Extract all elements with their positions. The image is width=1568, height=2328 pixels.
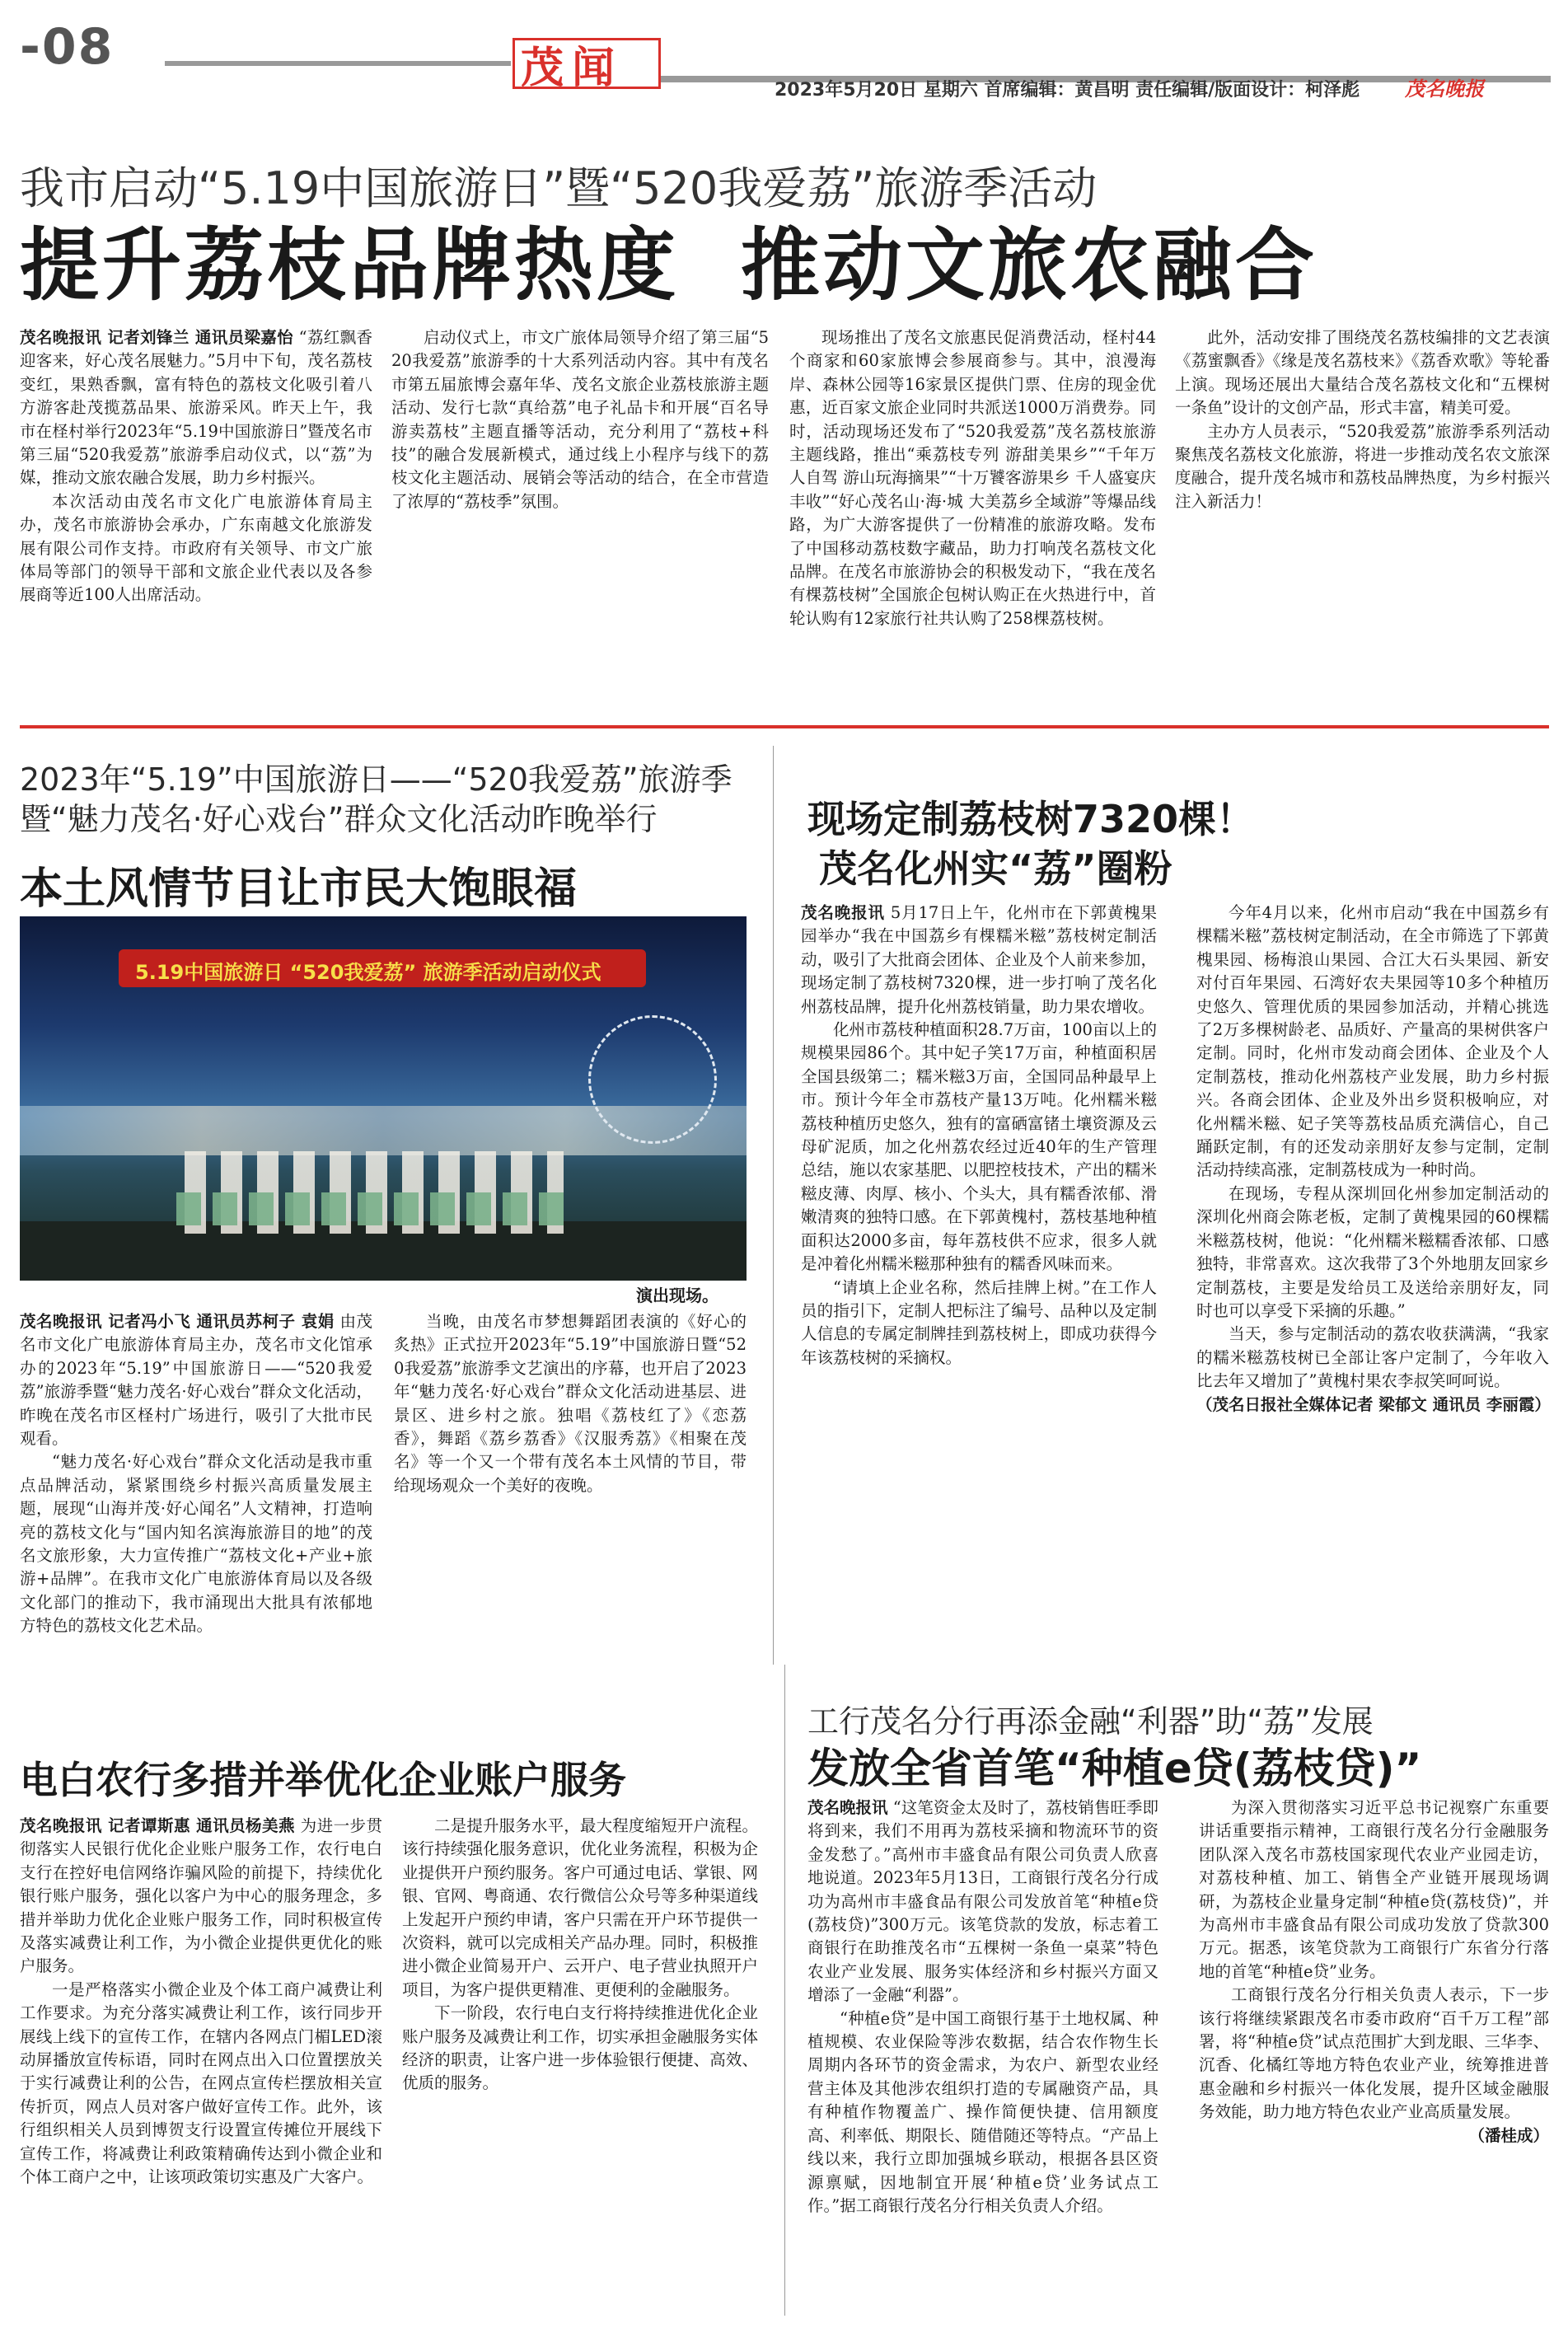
- photo-banner-text: 5.19中国旅游日 “520我爱荔” 旅游季活动启动仪式: [135, 961, 601, 984]
- story4-headline: 电白农行多措并举优化企业账户服务: [20, 1758, 626, 1802]
- lead-separator: [20, 725, 1549, 728]
- story3-credit: （茂名日报社全媒体记者 梁郁文 通讯员 李丽霞）: [1196, 1394, 1551, 1414]
- story2-para-3: 当晚，由茂名市梦想舞蹈团表演的《好心的炙热》正式拉开2023年“5.19”中国旅游日暨“520我爱荔”旅游季文艺演出的序幕，也开启了2023年“魅力茂名·好心戏台”群众文化活动进基层、进景区、进乡村之旅。独唱《荔枝红了》《恋荔香》，舞蹈《荔乡荔香》《汉服秀荔》《相聚在茂名》等一个又一个带有茂名本土风情的节目，带给现场观众一个美好的夜晚。: [394, 1312, 747, 1495]
- story5-kicker: 工行茂名分行再添金融“利器”助“荔”发展: [807, 1703, 1374, 1740]
- story5-col-1: [807, 1796, 1158, 2218]
- story3-headline-line2: 茂名化州实“荔”圈粉: [819, 846, 1172, 891]
- story2-col-2: [394, 1310, 747, 1497]
- lead-headline: 提升荔枝品牌热度 推动文旅农融合: [20, 219, 1318, 311]
- story3-para-2: 化州市荔枝种植面积28.7万亩，100亩以上的规模果园86个。其中妃子笑17万亩，种植面积居全国县级第二；糯米糍3万亩，全国同品种最早上市。预计今年全市荔枝产量13万吨。化州糯米糍荔枝种植历史悠久，独有的富硒富锗土壤资源及云母矿泥质，加之化州荔农经过近40年的生产管理总结，施以农家基肥、以肥控枝技术，产出的糯米糍皮薄、肉厚、核小、个头大，具有糯香浓郁、滑嫩清爽的独特口感。在下郭黄槐村，荔枝基地种植面积达2000多亩，每年荔枝供不应求，很多人就是冲着化州糯米糍那种独有的糯香风味而来。: [801, 1020, 1157, 1274]
- column-divider-lower: [784, 1665, 785, 2316]
- lead-kicker: 我市启动“5.19中国旅游日”暨“520我爱荔”旅游季活动: [20, 162, 1098, 214]
- story3-para-6: 当天，参与定制活动的荔农收获满满，“我家的糯米糍荔枝树已全部让客户定制了，今年收入比去年又增加了”黄槐村果农李叔笑呵呵说。: [1196, 1324, 1549, 1391]
- lead-para-3: 启动仪式上，市文广旅体局领导介绍了第三届“520我爱荔”旅游季的十大系列活动内容。其中有茂名市第五届旅博会嘉年华、茂名文旅企业荔枝旅游主题活动、发行七款“真给荔”电子礼品卡和开展“百名导游卖荔枝”主题直播等活动，充分利用了“荔枝+科技”的融合发展新模式，通过线上小程序与线下的荔枝文化主题活动、展销会等活动的结合，在全市营造了浓厚的“荔枝季”氛围。: [391, 328, 769, 511]
- story5-byline: 茂名晚报讯: [807, 1798, 888, 1817]
- lead-col-3: [789, 326, 1156, 630]
- story3-para-5: 在现场，专程从深圳回化州参加定制活动的深圳化州商会陈老板，定制了黄槐果园的60棵糯米糍荔枝树，他说：“化州糯米糍糯香浓郁、口感独特，非常喜欢。这次我带了3个外地朋友回家乡定制荔枝，主要是发给员工及送给亲朋好友，同时也可以享受下采摘的乐趣。”: [1196, 1183, 1549, 1320]
- story2-col-1: [20, 1310, 372, 1638]
- story3-para-3: “请填上企业名称，然后挂牌上树。”在工作人员的指引下，定制人把标注了编号、品种以及定制人信息的专属定制牌挂到荔枝树上，即成功获得今年该荔枝树的采摘权。: [801, 1277, 1157, 1367]
- story2-byline: 茂名晚报讯 记者冯小飞 通讯员苏柯子 袁娟: [20, 1312, 335, 1331]
- lead-col-1: [20, 326, 372, 607]
- story2-kicker: 2023年“5.19”中国旅游日——“520我爱荔”旅游季暨“魅力茂名·好心戏台”群众文化活动昨晚举行: [20, 761, 733, 837]
- story3-byline: 茂名晚报讯: [801, 903, 885, 922]
- story4-col-1: [20, 1815, 382, 2190]
- lead-col-2: [391, 326, 769, 513]
- story4-col-2: [402, 1815, 758, 2096]
- photo-caption: 演出现场。: [636, 1286, 718, 1305]
- story5-col-2: [1199, 1796, 1549, 2148]
- story3-para-1: 5月17日上午，化州市在下郭黄槐果园举办“我在中国荔乡有棵糯米糍”荔枝树定制活动，吸引了大批商会团体、企业及个人前来参加，现场定制了荔枝树7320棵，进一步打响了茂名化州荔枝品牌，提升化州荔枝销量，助力果农增收。: [801, 903, 1157, 1016]
- story4-para-4: 下一阶段，农行电白支行将持续推进优化企业账户服务及减费让利工作，切实承担金融服务实体经济的职责，让客户进一步体验银行便捷、高效、优质的服务。: [402, 2003, 758, 2093]
- story4-byline: 茂名晚报讯 记者谭斯惠 通讯员杨美燕: [20, 1816, 295, 1835]
- story5-headline: 发放全省首笔“种植e贷(荔枝贷)”: [807, 1745, 1422, 1792]
- story2-photo: [20, 916, 747, 1281]
- photo-dancer-skirts: [176, 1192, 572, 1225]
- story5-para-3: 为深入贯彻落实习近平总书记视察广东重要讲话重要指示精神，工商银行茂名分行金融服务团队深入茂名市荔枝国家现代农业产业园走访，对荔枝种植、加工、销售全产业链开展现场调研，为荔枝企业量身定制“种植e贷(荔枝贷)”，并为高州市丰盛食品有限公司成功发放了贷款300万元。据悉，该笔贷款为工商银行广东省分行落地的首笔“种植e贷”业务。: [1199, 1798, 1549, 1981]
- story2-para-2: “魅力茂名·好心戏台”群众文化活动是我市重点品牌活动，紧紧围绕乡村振兴高质量发展主题，展现“山海并茂·好心闻名”人文精神，打造响亮的荔枝文化与“国内知名滨海旅游目的地”的茂名文旅形象，大力宣传推广“荔枝文化+产业+旅游+品牌”。在我市文化广电旅游体育局以及各级文化部门的推动下，我市涌现出大批具有浓郁地方特色的荔枝文化艺术品。: [20, 1452, 372, 1636]
- masthead-dateline: 2023年5月20日 星期六 首席编辑：黄昌明 责任编辑/版面设计：柯泽彪: [775, 80, 1360, 101]
- story3-col-2: [1196, 902, 1549, 1417]
- story4-para-2: 一是严格落实小微企业及个体工商户减费让利工作要求。为充分落实减费让利工作，该行同步开展线上线下的宣传工作，在辖内各网点门楣LED滚动屏播放宣传标语，同时在网点出入口位置摆放关于实行减费让利的公告，在网点宣传栏摆放相关宣传折页，网点人员对客户做好宣传工作。此外，该行组织相关人员到博贺支行设置宣传摊位开展线下宣传工作，将减费让利政策精确传达到小微企业和个体工商户之中，让该项政策切实惠及广大客户。: [20, 1979, 382, 2187]
- lead-para-4: 现场推出了茂名文旅惠民促消费活动，柽村44个商家和60家旅博会参展商参与。其中，浪漫海岸、森林公园等16家景区提供门票、住房的现金优惠，近百家文旅企业同时共派送1000万消费券。同时，活动现场还发布了“520我爱荔”茂名荔枝旅游主题线路，推出“乘荔枝专列 游甜美果乡”“千年万人自驾 游山玩海摘果”“十万饕客游果乡 千人盛宴庆丰收”“好心茂名山·海·城 大美荔乡全域游”等爆品线路，为广大游客提供了一份精准的旅游攻略。发布了中国移动荔枝数字藏品，助力打响茂名荔枝文化品牌。在茂名市旅游协会的积极发动下，“我在茂名有棵荔枝树”全国旅企包树认购正在火热进行中，首轮认购有12家旅行社共认购了258棵荔枝树。: [789, 328, 1156, 628]
- story5-para-2: “种植e贷”是中国工商银行基于土地权属、种植规模、农业保险等涉农数据，结合农作物生长周期内各环节的资金需求，为农户、新型农业经营主体及其他涉农组织打造的专属融资产品，具有种植作物覆盖广、操作简便快捷、信用额度高、利率低、期限长、随借随还等特点。“产品上线以来，我行立即加强城乡联动，根据各县区资源禀赋，因地制宜开展‘种植e贷’业务试点工作。”据工商银行茂名分行相关负责人介绍。: [807, 2008, 1158, 2215]
- story4-para-1: 为进一步贯彻落实人民银行优化企业账户服务工作，农行电白支行在控好电信网络诈骗风险的前提下，持续优化银行账户服务，强化以客户为中心的服务理念，多措并举助力优化企业账户服务工作，同时积极宣传及落实减费让利工作，为小微企业提供更优化的账户服务。: [20, 1816, 383, 1976]
- story2-headline: 本土风情节目让市民大饱眼福: [20, 864, 578, 914]
- story5-para-4: 工商银行茂名分行相关负责人表示，下一步该行将继续紧跟茂名市委市政府“百千万工程”部署，将“种植e贷”试点范围扩大到龙眼、三华李、沉香、化橘红等地方特色农业产业，统筹推进普惠金融和乡村振兴一体化发展，提升区域金融服务效能，助力地方特色农业产业高质量发展。: [1199, 1985, 1549, 2122]
- lead-para-1: “荔红飘香迎客来，好心茂名展魅力。”5月中下旬，茂名荔枝变红，果熟香飘，富有特色的荔枝文化吸引着八方游客赴茂揽荔品果、旅游采风。昨天上午，我市在柽村举行2023年“5.19中国旅游日”暨茂名市第三届“520我爱荔”旅游季启动仪式，以“荔”为媒，推动文旅农融合发展，助力乡村振兴。: [20, 328, 372, 488]
- lead-para-6: 主办方人员表示，“520我爱荔”旅游季系列活动聚焦茂名荔枝文化旅游，将进一步推动茂名农文旅深度融合，提升茂名城市和荔枝品牌热度，为乡村振兴注入新活力！: [1175, 421, 1550, 511]
- story2-para-1: 由茂名市文化广电旅游体育局主办，茂名市文化馆承办的2023年“5.19”中国旅游日——“520我爱荔”旅游季暨“魅力茂名·好心戏台”群众文化活动，昨晚在茂名市区柽村广场进行，吸引了大批市民观看。: [20, 1312, 372, 1449]
- section-title: 茂闻: [521, 44, 624, 93]
- page-number: -08: [20, 18, 115, 76]
- story3-col-1: [801, 902, 1157, 1370]
- paper-name-logo: 茂名晚报: [1405, 77, 1484, 101]
- lead-para-2: 本次活动由茂名市文化广电旅游体育局主办，茂名市旅游协会承办，广东南越文化旅游发展有限公司作支持。市政府有关领导、市文广旅体局等部门的领导干部和文旅企业代表以及各参展商等近100人出席活动。: [20, 491, 372, 605]
- column-divider: [773, 746, 774, 1665]
- story5-credit: （潘桂成）: [1468, 2125, 1549, 2145]
- photo-ferris-wheel: [588, 1015, 717, 1144]
- lead-para-5: 此外，活动安排了围绕茂名荔枝编排的文艺表演《荔蜜飘香》《缘是茂名荔枝来》《荔香欢歌》等轮番上演。现场还展出大量结合茂名荔枝文化和“五棵树一条鱼”设计的文创产品，形式丰富，精美可爱。: [1175, 328, 1550, 418]
- story3-para-4: 今年4月以来，化州市启动“我在中国荔乡有棵糯米糍”荔枝树定制活动，在全市筛选了下郭黄槐果园、杨梅浪山果园、合江大石头果园、新安对付百年果园、石湾好农夫果园等10多个种植历史悠久、管理优质的果园参加活动，并精心挑选了2万多棵树龄老、品质好、产量高的果树供客户定制。同时，化州市发动商会团体、企业及个人定制荔枝，推动化州荔枝产业发展，助力乡村振兴。各商会团体、企业及外出乡贤积极响应，对化州糯米糍、妃子笑等荔枝品质充满信心，自己踊跃定制，有的还发动亲朋好友参与定制，定制活动持续高涨，定制荔枝成为一种时尚。: [1196, 903, 1549, 1180]
- story5-para-1: “这笔资金太及时了，荔枝销售旺季即将到来，我们不用再为荔枝采摘和物流环节的资金发愁了。”高州市丰盛食品有限公司负责人欣喜地说道。2023年5月13日，工商银行茂名分行成功为高州市丰盛食品有限公司发放首笔“种植e贷(荔枝贷)”300万元。该笔贷款的发放，标志着工商银行在助推茂名市“五棵树一条鱼一桌菜”特色农业产业发展、服务实体经济和乡村振兴方面又增添了一金融“利器”。: [807, 1798, 1158, 2005]
- story4-para-3: 二是提升服务水平，最大程度缩短开户流程。该行持续强化服务意识，优化业务流程，积极为企业提供开户预约服务。客户可通过电话、掌银、网银、官网、粤商通、农行微信公众号等多种渠道线上发起开户预约申请，客户只需在开户环节提供一次资料，就可以完成相关产品办理。同时，积极推进小微企业简易开户、云开户、电子营业执照开户项目，为客户提供更精准、更便利的金融服务。: [402, 1816, 758, 1999]
- lead-byline: 茂名晚报讯 记者刘锋兰 通讯员梁嘉怡: [20, 328, 294, 347]
- story3-headline-line1: 现场定制荔枝树7320棵！: [807, 797, 1255, 841]
- lead-col-4: [1175, 326, 1550, 513]
- masthead-rule-left: [165, 61, 511, 66]
